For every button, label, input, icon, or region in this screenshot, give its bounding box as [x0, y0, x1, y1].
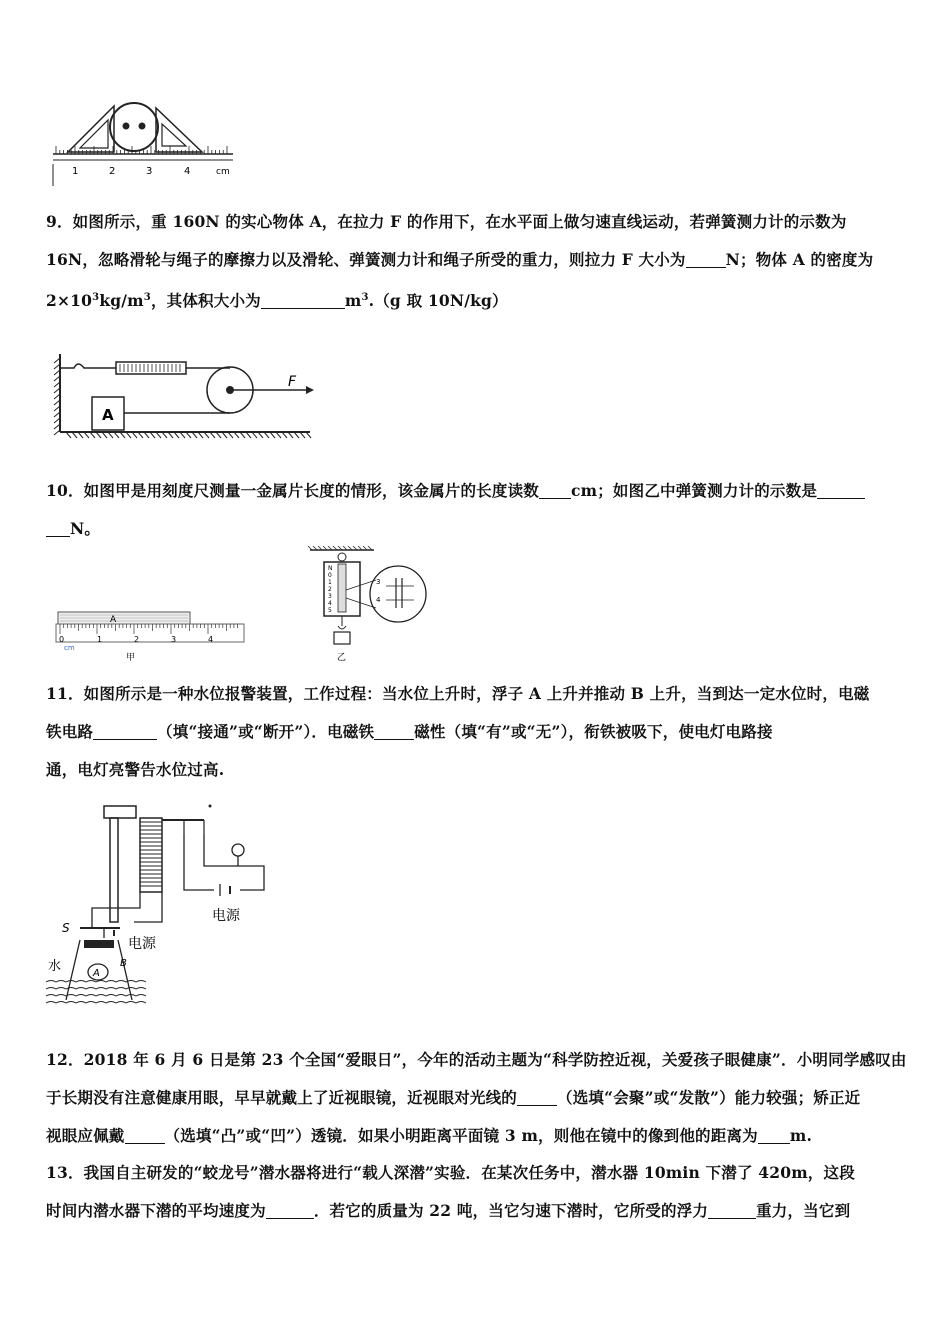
- pulley-figure: [44, 344, 319, 440]
- q12-blank-3[interactable]: [758, 1127, 790, 1144]
- q9-line3c: ，其体积大小为: [150, 291, 261, 311]
- q12-blank-1[interactable]: [517, 1089, 557, 1106]
- zoom-label-4: 4: [376, 596, 381, 604]
- q9-blank-2[interactable]: [261, 292, 345, 309]
- q11-line1: 11．如图所示是一种水位报警装置，工作过程：当水位上升时，浮子 A 上升并推动 B 上升，当到达一定水位时，电磁: [46, 684, 870, 703]
- question-12: [46, 1041, 906, 1155]
- spring-tick-0: 0: [328, 572, 332, 579]
- q9-line3: [46, 279, 906, 320]
- q11-line2b: （填“接通”或“断开”）．电磁铁: [157, 722, 375, 741]
- q11-blank-1[interactable]: [93, 723, 157, 740]
- q9-line3d: m: [344, 291, 362, 311]
- spring-tick-2: 2: [328, 586, 332, 593]
- q12-line3b: （选填“凸”或“凹”）透镜．如果小明距离平面镜 3 m，则他在镜中的像到他的距离为: [164, 1126, 758, 1145]
- fig-water-label: 水: [48, 959, 62, 974]
- q13-line2c: 重力，当它到: [756, 1201, 851, 1220]
- ruler-unit: cm: [64, 644, 75, 652]
- q13-line1: 13．我国自主研发的“蛟龙号”潜水器将进行“载人深潜”实验．在某次任务中，潜水器 10min 下潜了 420m，这段: [46, 1163, 855, 1182]
- q13-line2: [46, 1192, 906, 1230]
- spring-tick-5: 5: [328, 607, 332, 614]
- q10-line2: N。: [70, 519, 101, 538]
- q12-line2: [46, 1079, 906, 1117]
- fig-jia-label: 甲: [126, 653, 136, 662]
- q11-line2c: 磁性（填“有”或“无”），衔铁被吸下，使电灯电路接: [414, 722, 773, 741]
- power-label-right: 电源: [212, 908, 240, 924]
- ruler-figure-jia: [44, 604, 249, 662]
- q9-line3-sup3: 3: [361, 292, 369, 303]
- q13-line2b: ．若它的质量为 22 吨，当它匀速下潜时，它所受的浮力: [313, 1201, 709, 1220]
- q9-line3-sup2: 3: [143, 292, 151, 303]
- coin-measure-figure: [48, 96, 238, 188]
- q9-blank-1[interactable]: [686, 251, 726, 268]
- fig-yi-label: 乙: [337, 653, 347, 663]
- question-9: [46, 203, 906, 320]
- q9-line2: [46, 241, 906, 279]
- spring-unit: N: [328, 565, 333, 572]
- q12-line2a: 于长期没有注意健康用眼，早早就戴上了近视眼镜，近视眼对光线的: [46, 1088, 518, 1107]
- ruler-a-label: A: [110, 615, 117, 625]
- ruler-tick-1: 1: [97, 635, 103, 644]
- top-tick-4: 4: [184, 166, 191, 177]
- fig-b-label: B: [120, 958, 127, 969]
- q9-line3a: 2×10: [46, 291, 93, 311]
- top-tick-1: 1: [72, 166, 79, 177]
- q10-blank-1[interactable]: [539, 482, 571, 499]
- spring-tick-3: 3: [328, 593, 332, 600]
- zoom-label-3: 3: [376, 578, 381, 586]
- q13-blank-1[interactable]: [266, 1202, 314, 1219]
- q9-line3b: kg/m: [99, 291, 144, 311]
- q12-blank-2[interactable]: [125, 1127, 165, 1144]
- fig-a-label: A: [93, 968, 100, 979]
- top-tick-3: 3: [146, 166, 153, 177]
- q9-line3e: .（g 取 10N/kg）: [368, 291, 508, 311]
- water-alarm-figure: [44, 800, 274, 1008]
- q12-line3c: m.: [789, 1126, 813, 1145]
- fig-s-label: S: [62, 921, 70, 935]
- spring-tick-1: 1: [328, 579, 332, 586]
- ruler-tick-0: 0: [59, 635, 65, 644]
- q11-line2a: 铁电路: [46, 722, 94, 741]
- q13-blank-2[interactable]: [708, 1202, 756, 1219]
- q9-line1: 9．如图所示，重 160N 的实心物体 A，在拉力 F 的作用下，在水平面上做匀速直线运动，若弹簧测力计的示数为: [46, 212, 847, 231]
- q10-line1b: cm；如图乙中弹簧测力计的示数是: [570, 481, 818, 500]
- top-unit: cm: [216, 167, 230, 177]
- q9-line2-text: 16N，忽略滑轮与绳子的摩擦力以及滑轮、弹簧测力计和绳子所受的重力，则拉力 F 大小为: [46, 250, 686, 269]
- q9-line3-sup: 3: [92, 292, 100, 303]
- ruler-tick-3: 3: [171, 635, 177, 644]
- q12-line3: [46, 1117, 906, 1155]
- top-tick-2: 2: [109, 166, 116, 177]
- power-label-left: 电源: [128, 936, 156, 952]
- spring-tick-4: 4: [328, 600, 332, 607]
- q12-line1: 12．2018 年 6 月 6 日是第 23 个全国“爱眼日”，今年的活动主题为“科学防控近视，关爱孩子眼健康”．小明同学感叹由: [46, 1050, 907, 1069]
- q10-line1: [46, 472, 906, 510]
- q11-line3: 通，电灯亮警告水位过高.: [46, 760, 225, 779]
- q11-line2: [46, 713, 906, 751]
- spring-scale-figure-yi: [306, 546, 434, 664]
- question-11: [46, 675, 906, 789]
- q9-line2b-text: N；物体 A 的密度为: [725, 250, 874, 269]
- q10-line1a: 10．如图甲是用刻度尺测量一金属片长度的情形，该金属片的长度读数: [46, 481, 539, 500]
- ruler-tick-4: 4: [208, 635, 214, 644]
- q12-line3a: 视眼应佩戴: [46, 1126, 125, 1145]
- block-a-label: A: [102, 406, 114, 424]
- q11-blank-2[interactable]: [374, 723, 414, 740]
- pulley-f-label: F: [288, 374, 297, 390]
- question-10: [46, 472, 906, 548]
- q13-line2a: 时间内潜水器下潜的平均速度为: [46, 1201, 266, 1220]
- question-13: [46, 1154, 906, 1230]
- q10-line2: [46, 510, 906, 548]
- ruler-tick-2: 2: [134, 635, 140, 644]
- q10-blank-2-cont[interactable]: [46, 520, 70, 537]
- q12-line2b: （选填“会聚”或“发散”）能力较强；矫正近: [557, 1088, 861, 1107]
- q10-blank-2[interactable]: [817, 482, 865, 499]
